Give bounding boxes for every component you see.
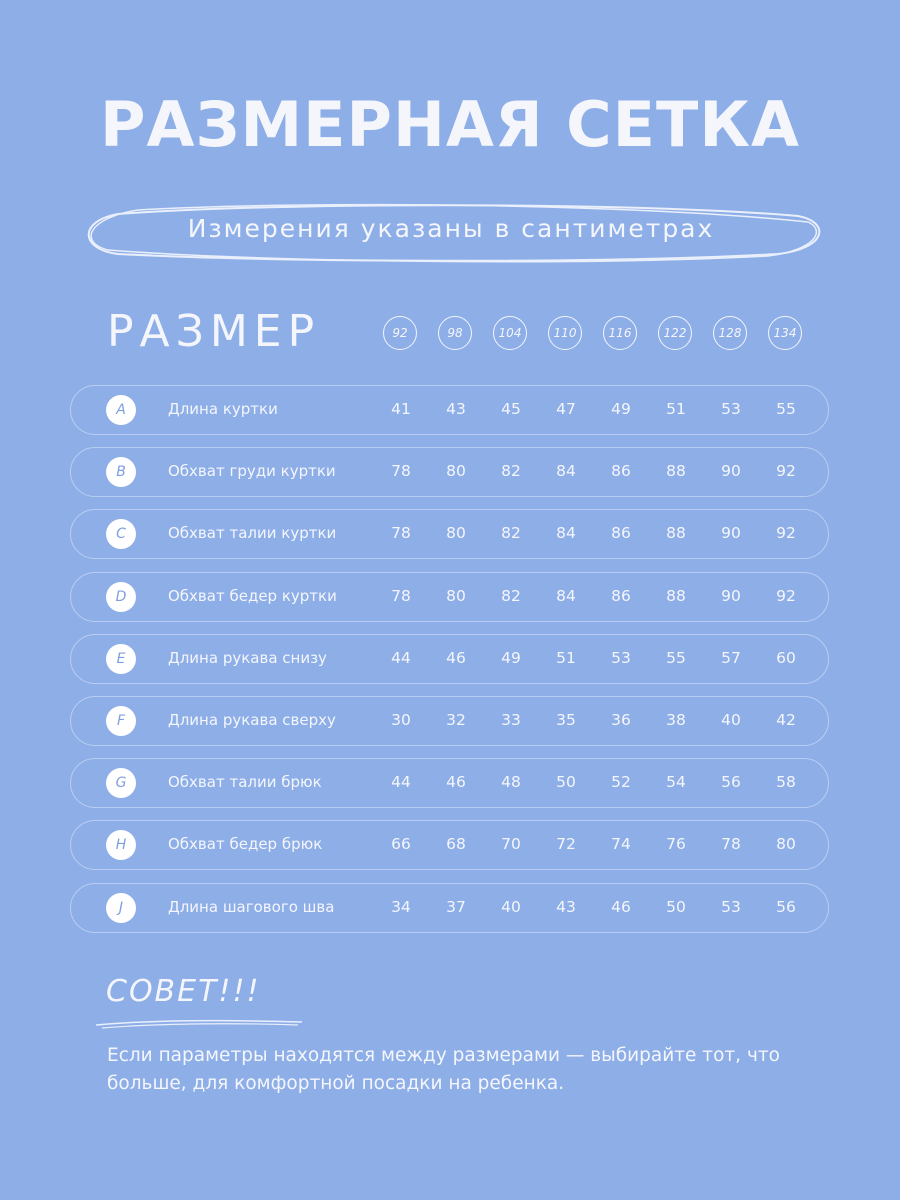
table-cell: 53 <box>611 649 631 667</box>
table-cell: 44 <box>391 773 411 791</box>
table-cell: 78 <box>391 524 411 542</box>
table-row <box>70 696 829 746</box>
table-cell: 80 <box>446 587 466 605</box>
subtitle-banner <box>78 200 824 264</box>
table-cell: 56 <box>776 898 796 916</box>
table-cell: 68 <box>446 835 466 853</box>
table-cell: 80 <box>446 524 466 542</box>
table-cell: 90 <box>721 587 741 605</box>
table-cell: 90 <box>721 524 741 542</box>
table-cell: 86 <box>611 462 631 480</box>
table-cell: 88 <box>666 587 686 605</box>
size-header-label: РАЗМЕР <box>107 306 321 357</box>
table-cell: 92 <box>776 587 796 605</box>
table-cell: 92 <box>776 462 796 480</box>
table-row <box>70 758 829 808</box>
size-header-122: 122 <box>658 316 692 350</box>
table-row <box>70 820 829 870</box>
table-cell: 66 <box>391 835 411 853</box>
size-header-134: 134 <box>768 316 802 350</box>
table-cell: 40 <box>501 898 521 916</box>
table-cell: 51 <box>556 649 576 667</box>
row-label: Обхват талии куртки <box>168 524 337 542</box>
table-cell: 57 <box>721 649 741 667</box>
table-cell: 46 <box>446 773 466 791</box>
row-label: Длина шагового шва <box>168 898 335 916</box>
table-row <box>70 883 829 933</box>
table-row <box>70 572 829 622</box>
table-cell: 92 <box>776 524 796 542</box>
table-cell: 49 <box>501 649 521 667</box>
size-header-98: 98 <box>438 316 472 350</box>
row-label: Длина рукава снизу <box>168 649 327 667</box>
table-row <box>70 634 829 684</box>
table-cell: 43 <box>556 898 576 916</box>
table-cell: 53 <box>721 898 741 916</box>
table-row <box>70 385 829 435</box>
row-letter-badge: F <box>106 706 136 736</box>
table-cell: 55 <box>666 649 686 667</box>
tip-title: СОВЕТ!!! <box>106 974 261 1009</box>
table-cell: 32 <box>446 711 466 729</box>
table-cell: 41 <box>391 400 411 418</box>
subtitle: Измерения указаны в сантиметрах <box>187 214 715 243</box>
row-label: Обхват бедер куртки <box>168 587 337 605</box>
row-letter-badge: B <box>106 457 136 487</box>
table-cell: 84 <box>556 524 576 542</box>
row-letter-badge: C <box>106 519 136 549</box>
table-cell: 86 <box>611 524 631 542</box>
row-label: Обхват талии брюк <box>168 773 322 791</box>
table-cell: 58 <box>776 773 796 791</box>
row-label: Длина рукава сверху <box>168 711 336 729</box>
row-label: Длина куртки <box>168 400 278 418</box>
table-cell: 80 <box>776 835 796 853</box>
table-cell: 55 <box>776 400 796 418</box>
table-cell: 53 <box>721 400 741 418</box>
row-label: Обхват груди куртки <box>168 462 336 480</box>
table-cell: 49 <box>611 400 631 418</box>
size-header-104: 104 <box>493 316 527 350</box>
table-cell: 78 <box>391 587 411 605</box>
table-cell: 70 <box>501 835 521 853</box>
row-letter-badge: D <box>106 582 136 612</box>
table-row <box>70 447 829 497</box>
table-cell: 33 <box>501 711 521 729</box>
table-cell: 48 <box>501 773 521 791</box>
row-letter-badge: E <box>106 644 136 674</box>
table-cell: 60 <box>776 649 796 667</box>
table-cell: 86 <box>611 587 631 605</box>
row-letter-badge: J <box>106 893 136 923</box>
table-cell: 46 <box>446 649 466 667</box>
table-cell: 43 <box>446 400 466 418</box>
table-cell: 36 <box>611 711 631 729</box>
table-cell: 52 <box>611 773 631 791</box>
table-cell: 44 <box>391 649 411 667</box>
table-cell: 42 <box>776 711 796 729</box>
row-letter-badge: H <box>106 830 136 860</box>
row-letter-badge: A <box>106 395 136 425</box>
table-cell: 74 <box>611 835 631 853</box>
table-cell: 50 <box>556 773 576 791</box>
table-cell: 30 <box>391 711 411 729</box>
row-letter-badge: G <box>106 768 136 798</box>
table-cell: 34 <box>391 898 411 916</box>
table-cell: 84 <box>556 462 576 480</box>
size-header-110: 110 <box>548 316 582 350</box>
size-header-128: 128 <box>713 316 747 350</box>
table-cell: 35 <box>556 711 576 729</box>
table-cell: 54 <box>666 773 686 791</box>
table-cell: 82 <box>501 462 521 480</box>
table-cell: 47 <box>556 400 576 418</box>
tip-underline-decoration <box>92 1016 306 1030</box>
table-cell: 51 <box>666 400 686 418</box>
table-cell: 38 <box>666 711 686 729</box>
table-cell: 56 <box>721 773 741 791</box>
row-label: Обхват бедер брюк <box>168 835 323 853</box>
size-header-116: 116 <box>603 316 637 350</box>
table-cell: 76 <box>666 835 686 853</box>
table-cell: 46 <box>611 898 631 916</box>
table-cell: 82 <box>501 524 521 542</box>
table-cell: 72 <box>556 835 576 853</box>
table-cell: 37 <box>446 898 466 916</box>
tip-text: Если параметры находятся между размерами — выбирайте тот, что больше, для комфортной посадки на ребенка. <box>107 1045 780 1094</box>
table-cell: 78 <box>721 835 741 853</box>
table-cell: 82 <box>501 587 521 605</box>
table-cell: 78 <box>391 462 411 480</box>
table-cell: 88 <box>666 462 686 480</box>
table-cell: 84 <box>556 587 576 605</box>
page-title: РАЗМЕРНАЯ СЕТКА <box>100 88 800 161</box>
table-cell: 80 <box>446 462 466 480</box>
table-cell: 45 <box>501 400 521 418</box>
table-cell: 90 <box>721 462 741 480</box>
size-header-92: 92 <box>383 316 417 350</box>
table-row <box>70 509 829 559</box>
table-cell: 88 <box>666 524 686 542</box>
table-cell: 50 <box>666 898 686 916</box>
table-cell: 40 <box>721 711 741 729</box>
